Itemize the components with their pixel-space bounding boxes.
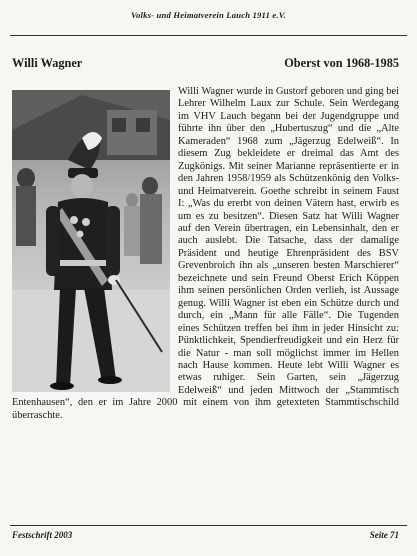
footer-rule [10, 525, 407, 526]
page-number: Seite 71 [369, 530, 399, 540]
photo-illustration [12, 90, 170, 392]
article-name: Willi Wagner [12, 56, 83, 70]
portrait-photo [12, 90, 170, 392]
article-title-row [12, 56, 399, 71]
header-rule [10, 35, 407, 36]
footer-publication: Festschrift 2003 [12, 530, 73, 540]
article-body [12, 86, 399, 422]
article-role: Oberst von 1968-1985 [284, 56, 399, 70]
page-footer [12, 530, 399, 540]
running-header: Volks- und Heimatverein Lauch 1911 e.V. [131, 10, 286, 20]
article-paragraph: Willi Wagner wurde in Gustorf geboren und ging bei Lehrer Wilhelm Laux zur Schule. Sein Werdegang im VHV Lauch begann bei der Jugendgruppe und führte ihn über den „Hubertuszug“ und die „Alte Kameraden“ 1968 zum „Jägerzug Edelweiß“. In diesem Zug bekleidete er dreimal das Amt des Zugkönigs. Mit seiner Marianne repräsentierte er in den Jahren 1958/1959 als Schützenkönig den Volks- und Heimatverein. Goethe schreibt in seinem Faust I: „Was du ererbt von deinen Vätern hast, erwirb es um es zu besitzen“. Diesen Satz hat Willi Wagner auf den Verein übertragen, ein Lebensinhalt, den er auch auslebt. Die Tatsache, dass der damalige Präsident und heutige Ehrenpräsident des BSV Grevenbroich ihn als „unseren besten Marschierer“ bezeichnete und sein Freund Oberst Erich Köppen ihm seinen persönlichen Orden verlieh, ist Aussage genug. Willi Wagner ist eben ein Schütze durch und durch, ein „Mann für alle Fälle“. Die Tugenden eines Schützen treffen bei ihm in jeder Hinsicht zu: Pünktlichkeit, Spendierfreudigkeit und ein Herz für die Natur - man soll möglichst immer im Hellen nach Hause kommen. Heute lebt Willi Wagner es etwas ruhiger. Sein Garten, sein „Jägerzug Edelweiß“ und jeden Mittwoch der „Stammtisch Entenhausen“, den er im Jahre 2000 mit einem von ihm getexteten Stammtischschild überraschte. [12, 86, 399, 421]
